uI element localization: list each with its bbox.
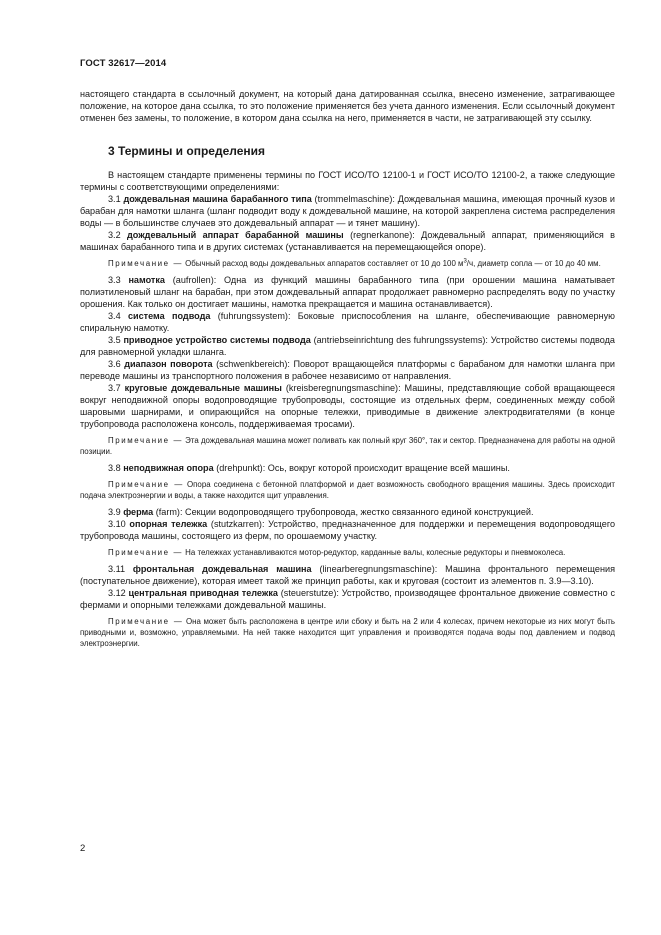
- term-number: 3.5: [108, 335, 121, 345]
- section-title: 3 Термины и определения: [108, 144, 266, 158]
- term-number: 3.4: [108, 311, 121, 321]
- term-definition: (kreisberegnungsmaschine): Машины, представляющие собой вращающееся вокруг неподвижной опоры водопроводящие трубопроводы, состоящие из отдельных ферм, соединенных между собой шаровыми шарнирами, и опирающийся на опорные тележки, приводимые в движение электродвигателями (в конце трубопровода расположена консоль, поддерживаемая тросами).: [80, 383, 615, 429]
- term-name: неподвижная опора: [123, 463, 214, 473]
- term-name: ферма: [123, 507, 154, 517]
- term-name: дождевальная машина барабанного типа: [123, 194, 312, 204]
- term-definition: (steuerstutze): Устройство, производящее фронтальное движение совместно с фермами и опорными тележками дождевальной машины.: [80, 588, 615, 610]
- note-paragraph: [80, 616, 615, 649]
- term-item: [80, 229, 615, 253]
- term-item: [80, 358, 615, 382]
- term-item: [80, 274, 615, 310]
- note-superscript: 3: [463, 258, 467, 265]
- term-definition: (aufrollen): Одна из функций машины барабанного типа (при орошении машина наматывает полиэтиленовый шланг на барабан, при этом дождевальный аппарат продолжает равномерно распределять воду по участку орошения. Как только он достигает машины, намотка прекращается и машина останавливается).: [80, 275, 615, 309]
- note-label: Примечание —: [108, 617, 184, 626]
- term-item: [80, 506, 615, 518]
- note-label: Примечание —: [108, 259, 183, 268]
- term-item: [80, 193, 615, 229]
- term-name: круговые дождевальные машины: [124, 383, 282, 393]
- term-item: [80, 382, 615, 430]
- term-definition: (farm): Секции водопроводящего трубопровода, жестко связанного единой конструкцией.: [153, 507, 534, 517]
- term-number: 3.6: [108, 359, 121, 369]
- term-item: [80, 310, 615, 334]
- term-definition: (antriebseinrichtung des fuhrungssystems): Устройство системы подвода для равномерной укладки шланга.: [80, 335, 615, 357]
- note-text: Обычный расход воды дождевальных аппаратов составляет от 10 до 100 м: [185, 259, 464, 268]
- term-item: [80, 587, 615, 611]
- term-number: 3.2: [108, 230, 121, 240]
- term-definition: (fuhrungssystem): Боковые приспособления на шланге, обеспечивающие равномерную спиральную намотку.: [80, 311, 615, 333]
- document-body: [80, 88, 615, 654]
- term-name: система подвода: [127, 311, 211, 321]
- term-number: 3.3: [108, 275, 121, 285]
- term-item: [80, 462, 615, 474]
- term-name: намотка: [128, 275, 165, 285]
- term-name: диапазон поворота: [124, 359, 213, 369]
- note-label: Примечание —: [108, 480, 184, 489]
- section-lead: В настоящем стандарте применены термины по ГОСТ ИСО/ТО 12100-1 и ГОСТ ИСО/ТО 12100-2, а также следующие термины с соответствующими определениями:: [80, 170, 615, 192]
- page-number: 2: [80, 843, 86, 854]
- term-definition: (trommelmaschine): Дождевальная машина, имеющая прочный кузов и барабан для намотки шланга (шланг подводит воду к дождевальной машине, на которой закреплена система распределения воды — в большинстве случаев это дождевальный аппарат — и тянет машину).: [80, 194, 615, 228]
- note-label: Примечание —: [108, 436, 183, 445]
- note-paragraph: [80, 479, 615, 501]
- note-label: Примечание —: [108, 548, 183, 557]
- note-text: Она может быть расположена в центре или сбоку и быть на 2 или 4 колесах, причем некоторые из них могут быть приводными и, возможно, управляемыми. На ней также находится щит управления и производятся подача воды под давлением и подвод электроэнергии.: [80, 617, 615, 648]
- term-number: 3.1: [108, 194, 121, 204]
- term-name: центральная приводная тележка: [128, 588, 278, 598]
- note-paragraph: [80, 258, 615, 269]
- note-text: Опора соединена с бетонной платформой и дает возможность свободного вращения машины. Здесь происходит подача электроэнергии и воды, а также находится щит управления.: [80, 480, 615, 500]
- term-name: опорная тележка: [129, 519, 208, 529]
- term-number: 3.10: [108, 519, 126, 529]
- intro-paragraph: настоящего стандарта в ссылочный документ, на который дана датированная ссылка, внесено изменение, затрагивающее положение, на которое дана ссылка, то это положение применяется без учета данного изменения. Если ссылочный документ отменен без замены, то положение, в котором дана ссылка на него, применяется в части, не затрагивающей эту ссылку.: [80, 89, 615, 123]
- term-name: дождевальный аппарат барабанной машины: [127, 230, 344, 240]
- note-paragraph: [80, 547, 615, 558]
- term-item: [80, 518, 615, 542]
- term-definition: (stutzkarren): Устройство, предназначенное для поддержки и перемещения водопроводящего трубопровода машины, состоящего из ферм, по орошаемому участку.: [80, 519, 616, 541]
- note-paragraph: [80, 435, 615, 457]
- term-number: 3.12: [108, 588, 126, 598]
- term-item: [80, 563, 615, 587]
- term-definition: (schwenkbereich): Поворот вращающейся платформы с барабаном для намотки шланга при переводе машины из транспортного положения в рабочее независимо от направления.: [80, 359, 616, 381]
- term-number: 3.9: [108, 507, 121, 517]
- term-name: фронтальная дождевальная машина: [132, 564, 312, 574]
- term-definition: (linearberegnungsmaschine): Машина фронтального перемещения (поступательное движение), которая имеет такой же принцип работы, как и круговая (состоит из элементов п. 3.9—3.10).: [80, 564, 616, 586]
- note-text: /ч, диаметр сопла — от 10 до 40 мм.: [466, 259, 601, 268]
- term-number: 3.8: [108, 463, 121, 473]
- term-number: 3.7: [108, 383, 121, 393]
- term-definition: (regnerkanone): Дождевальный аппарат, применяющийся в машинах барабанного типа и в других системах (устанавливается на перемещающейся опоре).: [80, 230, 615, 252]
- note-text: На тележках устанавливаются мотор-редуктор, карданные валы, колесные редукторы и пневмоколеса.: [185, 548, 566, 557]
- term-item: [80, 334, 615, 358]
- document-header: ГОСТ 32617—2014: [80, 58, 167, 69]
- term-number: 3.11: [108, 564, 126, 574]
- term-definition: (drehpunkt): Ось, вокруг которой происходит вращение всей машины.: [213, 463, 510, 473]
- term-name: приводное устройство системы подвода: [123, 335, 311, 345]
- note-text: Эта дождевальная машина может поливать как полный круг 360°, так и сектор. Предназначена для работы на одной позиции.: [80, 436, 616, 456]
